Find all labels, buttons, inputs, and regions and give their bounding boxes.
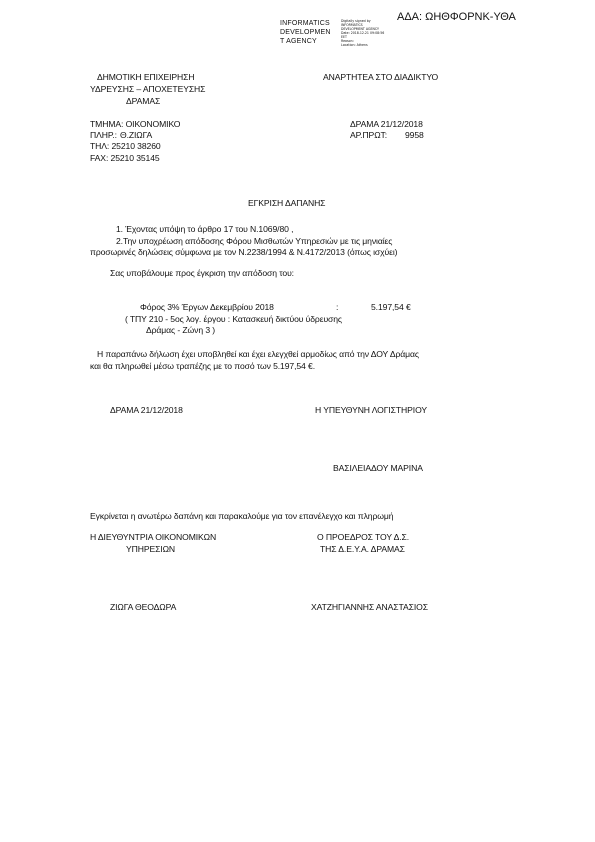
- stamp-detail-line: Location: Athens: [341, 43, 368, 47]
- org-name-line1: ΔΗΜΟΤΙΚΗ ΕΠΙΧΕΙΡΗΣΗ: [97, 72, 195, 82]
- protocol-number: 9958: [405, 130, 424, 140]
- document-date: ΔΡΑΜΑ 21/12/2018: [350, 119, 423, 129]
- president-title-line2: ΤΗΣ Δ.Ε.Υ.Α. ΔΡΑΜΑΣ: [320, 544, 405, 554]
- stamp-detail-line: Reason:: [341, 39, 354, 43]
- contact-value: Θ.ΖΙΩΓΑ: [120, 130, 153, 140]
- ada-code: ΑΔΑ: ΩΗΘΦΟΡΝΚ-ΥΘΑ: [397, 11, 516, 23]
- point-1: 1. Έχοντας υπόψη το άρθρο 17 του Ν.1069/80 ,: [116, 224, 294, 234]
- org-name-line3: ΔΡΑΜΑΣ: [126, 96, 161, 106]
- item-amount: 5.197,54 €: [371, 302, 411, 312]
- contact-label: ΠΛΗΡ.:: [90, 130, 117, 140]
- accounting-name: ΒΑΣΙΛΕΙΑΔΟΥ ΜΑΡΙΝΑ: [333, 463, 423, 473]
- fax: FAX: 25210 35145: [90, 153, 160, 163]
- org-name-line2: ΥΔΡΕΥΣΗΣ – ΑΠΟΧΕΤΕΥΣΗΣ: [90, 84, 206, 94]
- stamp-title-line: T AGENCY: [280, 38, 317, 45]
- president-name: ΧΑΤΖΗΓΙΑΝΝΗΣ ΑΝΑΣΤΑΣΙΟΣ: [311, 602, 428, 612]
- approval-text: Εγκρίνεται η ανωτέρω δαπάνη και παρακαλούμε για τον επανέλεγχο και πληρωμή: [90, 511, 394, 521]
- submit-text: Σας υποβάλουμε προς έγκριση την απόδοση του:: [110, 268, 294, 278]
- stamp-detail-line: Digitally signed by: [341, 19, 371, 23]
- item-label: Φόρος 3% Έργων Δεκεμβρίου 2018: [140, 302, 274, 312]
- document-title: ΕΓΚΡΙΣΗ ΔΑΠΑΝΗΣ: [248, 198, 326, 208]
- signature-date: ΔΡΑΜΑ 21/12/2018: [110, 405, 183, 415]
- phone: ΤΗΛ: 25210 38260: [90, 141, 161, 151]
- stamp-title-line: INFORMATICS: [280, 20, 330, 27]
- stamp-detail-line: EET: [341, 35, 347, 39]
- finance-director-title-line1: Η ΔΙΕΥΘΥΝΤΡΙΑ ΟΙΚΟΝΟΜΙΚΩΝ: [90, 532, 217, 542]
- point-2-line2: προσωρινές δηλώσεις σύμφωνα με τον Ν.2238/1994 & Ν.4172/2013 (όπως ισχύει): [90, 247, 398, 257]
- explanation-line2: και θα πληρωθεί μέσω τραπέζης με το ποσό των 5.197,54 €.: [90, 361, 315, 371]
- item-detail-line2: Δράμας - Ζώνη 3 ): [146, 325, 216, 335]
- accounting-title: Η ΥΠΕΥΘΥΝΗ ΛΟΓΙΣΤΗΡΙΟΥ: [315, 405, 428, 415]
- item-detail-line1: ( ΤΠΥ 210 - 5ος λογ. έργου : Κατασκευή δικτύου ύδρευσης: [125, 314, 342, 324]
- stamp-detail-line: INFORMATICS: [341, 23, 363, 27]
- finance-director-title-line2: ΥΠΗΡΕΣΙΩΝ: [126, 544, 176, 554]
- finance-director-name: ΖΙΩΓΑ ΘΕΟΔΩΡΑ: [110, 602, 177, 612]
- president-title-line1: Ο ΠΡΟΕΔΡΟΣ ΤΟΥ Δ.Σ.: [317, 532, 410, 542]
- protocol-label: ΑΡ.ΠΡΩΤ:: [350, 130, 388, 140]
- stamp-title-line: DEVELOPMEN: [280, 29, 331, 36]
- point-2-line1: 2.Την υποχρέωση απόδοσης Φόρου Μισθωτών Υπηρεσιών με τις μηνιαίες: [116, 236, 393, 246]
- department: ΤΜΗΜΑ: ΟΙΚΟΝΟΜΙΚΟ: [90, 119, 181, 129]
- stamp-detail-line: Date: 2018.12.21 09:08:56: [341, 31, 385, 35]
- stamp-detail-line: DEVELOPMENT AGENCY: [341, 27, 379, 31]
- item-colon: :: [336, 302, 339, 312]
- posted-online-label: ΑΝΑΡΤΗΤΕΑ ΣΤΟ ΔΙΑΔΙΚΤΥΟ: [323, 72, 439, 82]
- explanation-line1: Η παραπάνω δήλωση έχει υποβληθεί και έχει ελεγχθεί αρμοδίως από την ΔΟΥ Δράμας: [97, 349, 419, 359]
